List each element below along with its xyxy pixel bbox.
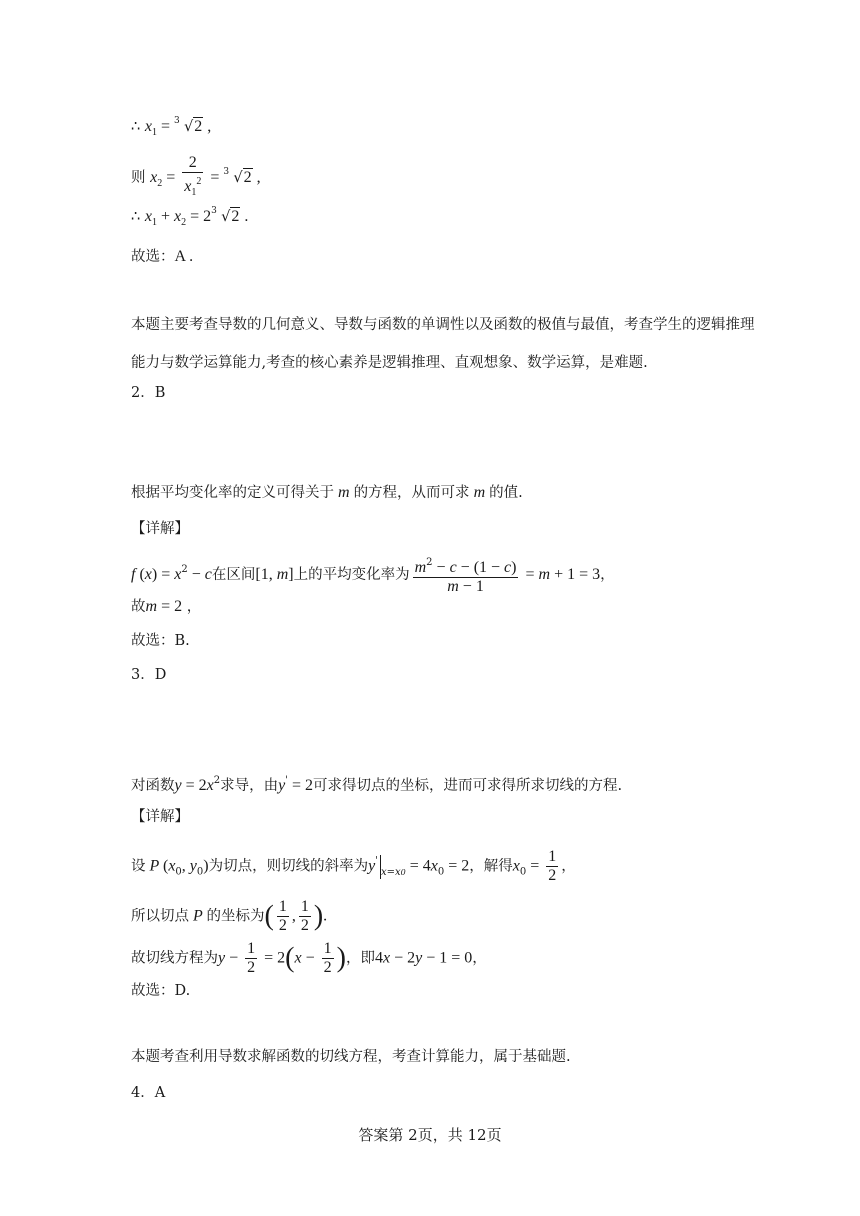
- question-2-header: 2．B: [131, 385, 166, 401]
- therefore-symbol: ∴: [131, 119, 141, 135]
- q2-select: 故选：B.: [131, 633, 190, 649]
- page-footer: 答案第 2页，共 12页: [358, 1126, 502, 1144]
- step-x2: 则 $x_2$ = $\frac{2}{x_1^2}$ = 3 √2 ,: [131, 154, 760, 202]
- q2-formula: f $(x) = x^2 - c$在区间[1, m]上的平均变化率为 $\frac{m^2 - c - (1 - c)}{m - 1}$ = m + 1 = 3，: [131, 557, 615, 595]
- step-sum: ∴ $x_1 + x_2 = 2$ 3 √2 .: [131, 206, 249, 228]
- q3-analysis: 对函数$y = 2x^2$求导，由y' = 2可求得切点的坐标，进而可求得所求切线的方程.: [131, 775, 623, 794]
- select-a-1: 故选：A .: [131, 248, 194, 265]
- then-label: 则: [131, 170, 146, 186]
- therefore-symbol-2: ∴: [131, 209, 141, 225]
- review-paragraph-3: 本题考查利用导数求解函数的切线方程，考查计算能力，属于基础题.: [131, 1049, 571, 1065]
- review-paragraph-1: 本题主要考查导数的几何意义、导数与函数的单调性以及函数的极值与最值，考查学生的逻辑推理能力与数学运算能力,考查的核心素养是逻辑推理、直观想象、数学运算，是难题.: [131, 317, 755, 371]
- q2-analysis: 根据平均变化率的定义可得关于 m 的方程，从而可求 m 的值.: [131, 484, 523, 501]
- q3-point: 所以切点 P 的坐标为( $\frac{1}{2}$ , $\frac{1}{2}$ ).: [131, 898, 328, 934]
- q3-detail-label: 【详解】: [131, 809, 189, 825]
- q2-detail-label: 【详解】: [131, 521, 189, 537]
- q3-select: 故选：D.: [131, 983, 191, 999]
- question-4-header: 4．A: [131, 1085, 166, 1101]
- q3-slope: 设 P ($x_0$, $y_0$)为切点，则切线的斜率为$y'_{x=x0} = 4x_0 = 2$，解得$x_0$ = $\frac{1}{2}$ ，: [131, 848, 576, 884]
- q3-equation: 故切线方程为y − $\frac{1}{2}$ = 2(x − $\frac{1}{2}$ )，即4x − 2y − 1 = 0，: [131, 940, 487, 976]
- step-x1: ∴ $x_1$ = 3 √2 ,: [131, 116, 212, 138]
- q2-result: 故m = 2 ，: [131, 598, 202, 615]
- question-3-header: 3．D: [131, 667, 167, 683]
